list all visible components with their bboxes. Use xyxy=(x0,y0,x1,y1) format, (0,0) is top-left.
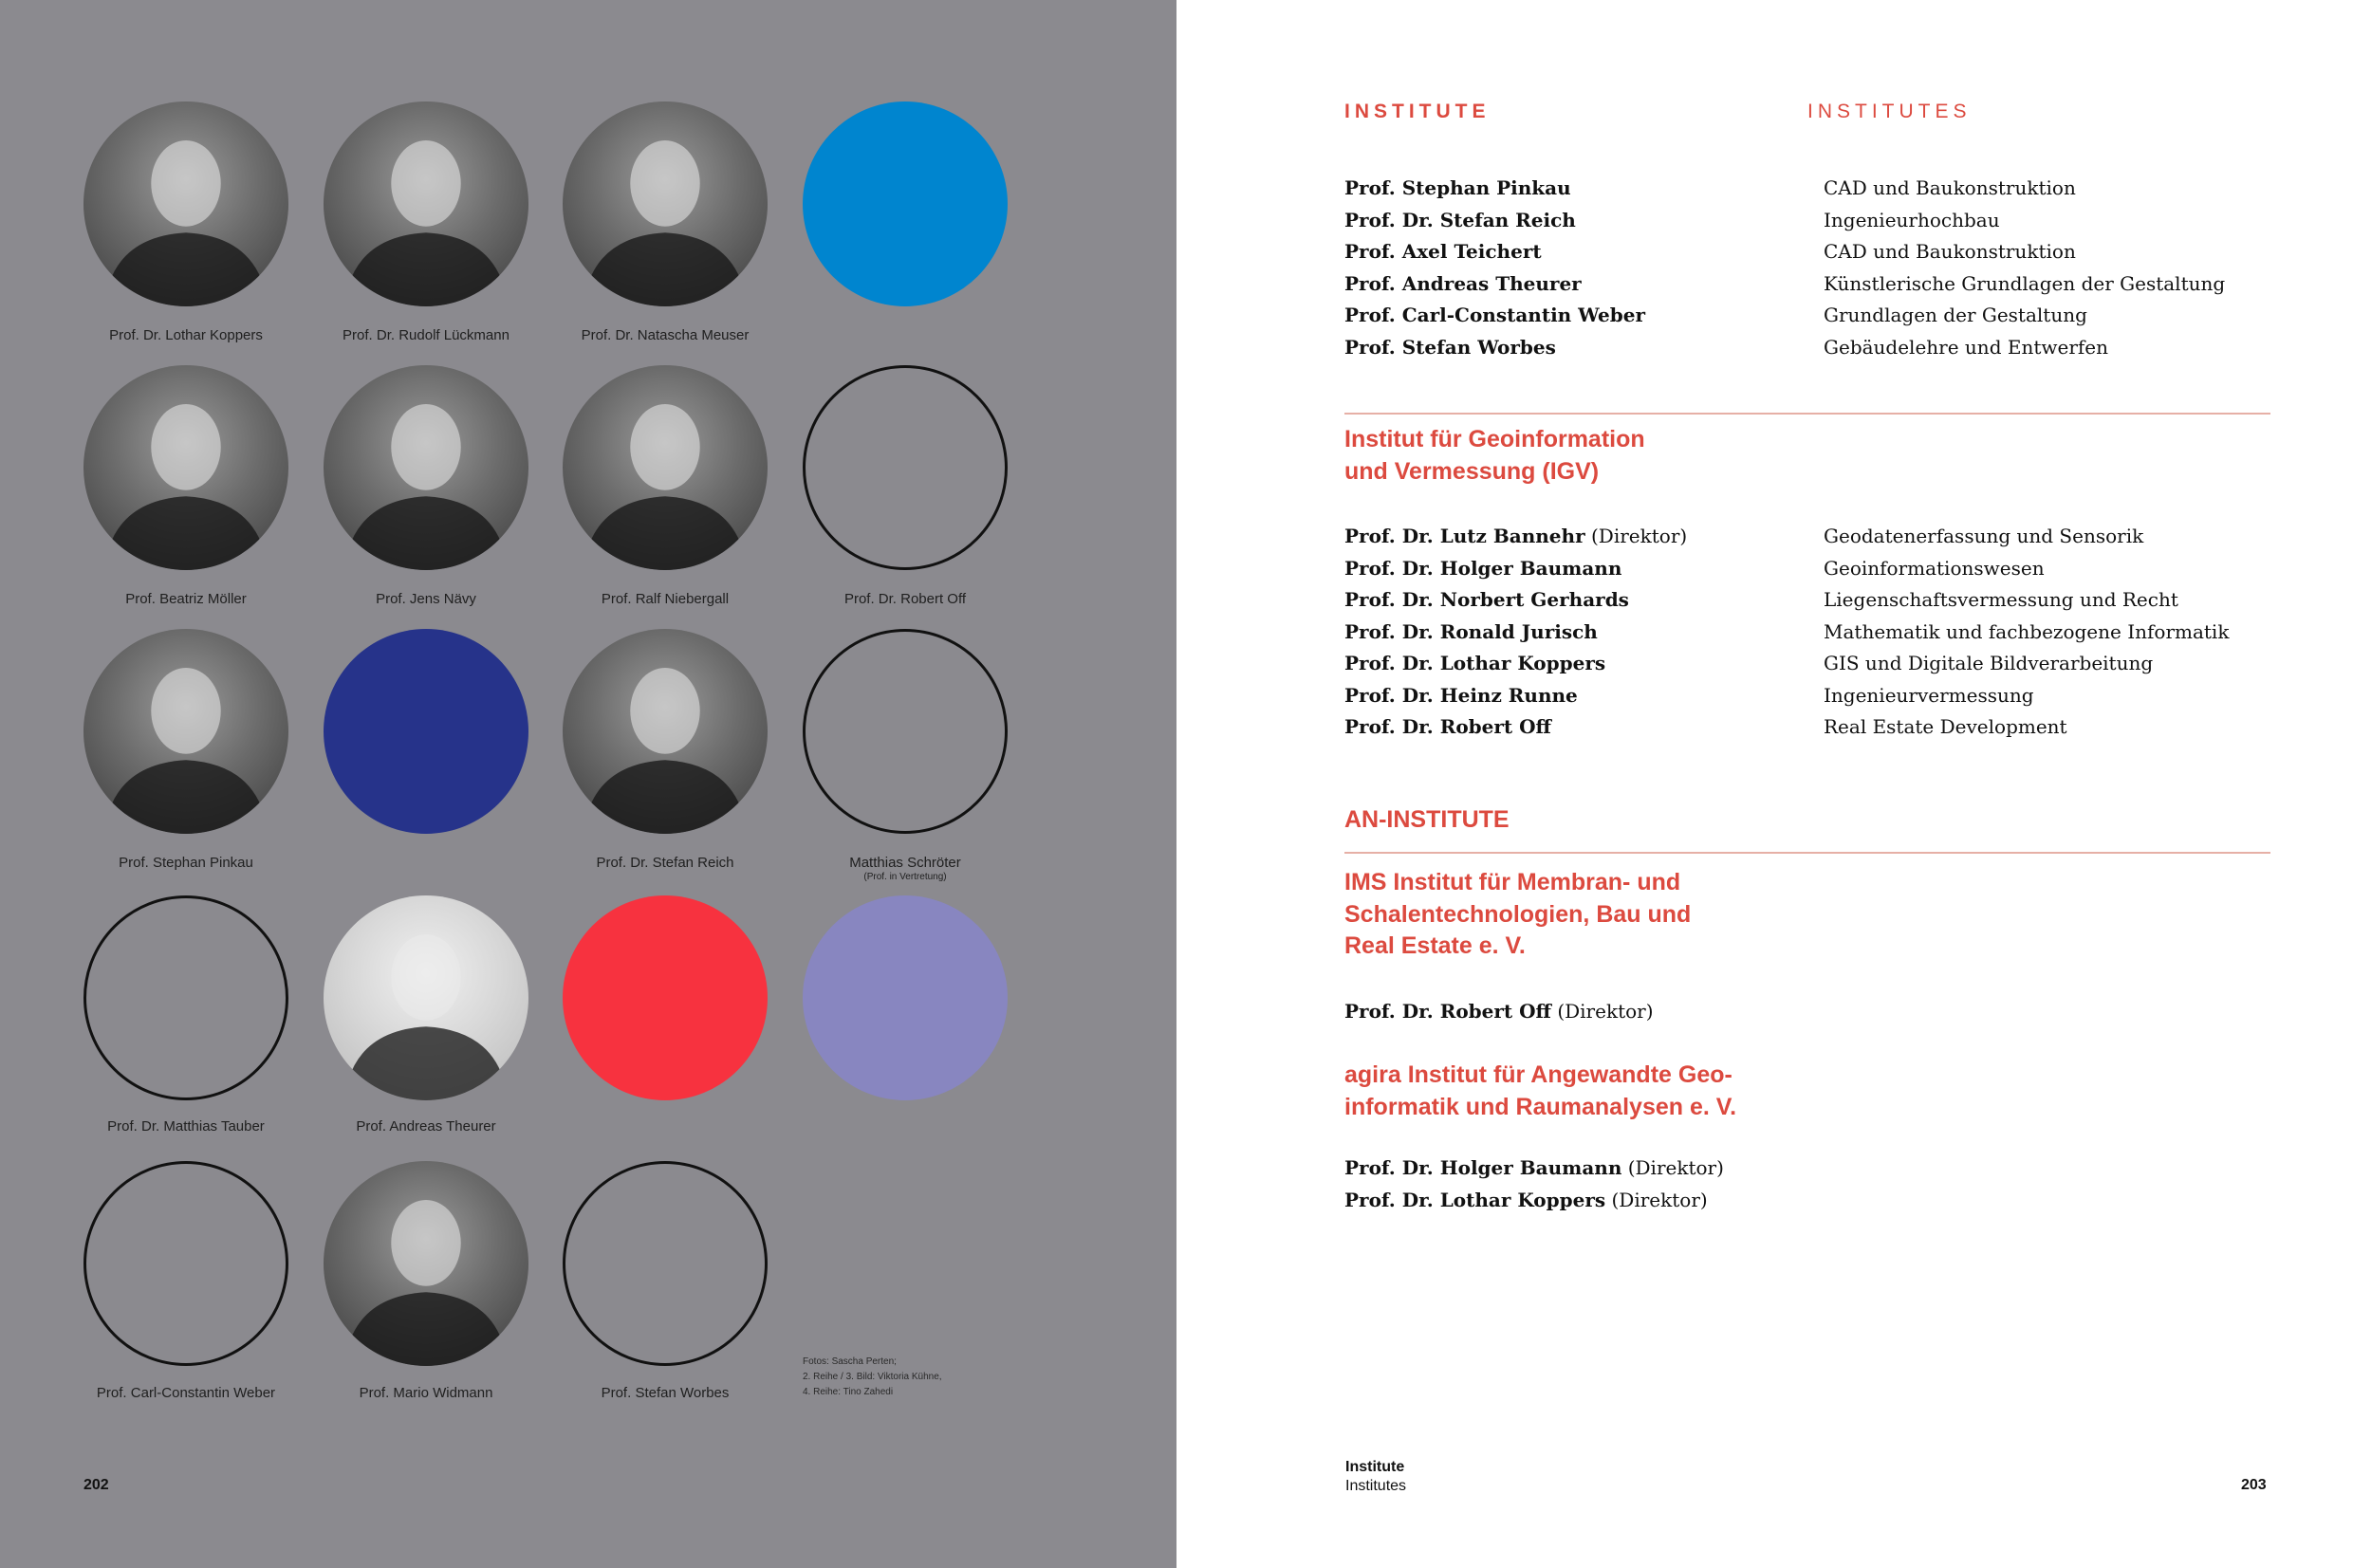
caption-name: Prof. Dr. Matthias Tauber xyxy=(107,1118,265,1134)
igv-row xyxy=(1344,711,1687,744)
igv-row xyxy=(1344,584,1687,617)
agira-row xyxy=(1344,1185,1724,1217)
portrait-placeholder xyxy=(83,1161,288,1366)
agira-title-line: informatik und Raumanalysen e. V. xyxy=(1344,1093,1737,1120)
institute-row xyxy=(1824,173,2225,205)
portrait-caption xyxy=(782,591,1028,608)
agira-directors-list xyxy=(1344,1153,1724,1216)
institute-names-list xyxy=(1344,173,1645,363)
institute-row xyxy=(1344,173,1645,205)
caption-name: Prof. Andreas Theurer xyxy=(356,1118,496,1134)
subject-area: CAD und Baukonstruktion xyxy=(1824,176,2076,199)
portrait-photo xyxy=(563,365,768,570)
portrait-caption xyxy=(63,1385,309,1402)
portrait-caption xyxy=(303,591,549,608)
divider xyxy=(1344,413,2270,415)
portrait-caption xyxy=(303,1118,549,1135)
page-number-left: 202 xyxy=(83,1477,109,1493)
heading-institutes: INSTITUTES xyxy=(1807,101,1972,122)
caption-name: Prof. Carl-Constantin Weber xyxy=(96,1385,276,1401)
portrait-caption xyxy=(303,327,549,344)
subject-area: Ingenieurhochbau xyxy=(1824,208,2000,231)
igv-row xyxy=(1824,617,2229,649)
photo-credits xyxy=(803,1355,992,1400)
caption-name: Prof. Stephan Pinkau xyxy=(119,855,253,871)
professor-name: Prof. Dr. Lothar Koppers xyxy=(1344,1188,1606,1211)
portrait-placeholder xyxy=(83,895,288,1100)
agira-row xyxy=(1344,1153,1724,1185)
caption-name: Prof. Dr. Natascha Meuser xyxy=(581,327,750,343)
caption-name: Prof. Dr. Stefan Reich xyxy=(596,855,734,871)
color-circle xyxy=(563,895,768,1100)
footer-title-en: Institutes xyxy=(1345,1478,1407,1494)
color-circle xyxy=(803,101,1008,306)
portrait-caption xyxy=(782,855,1028,883)
subject-area: Ingenieurvermessung xyxy=(1824,683,2034,707)
professor-name: Prof. Dr. Ronald Jurisch xyxy=(1344,619,1598,643)
left-page xyxy=(0,0,1176,1568)
igv-row xyxy=(1344,648,1687,680)
person-silhouette-icon xyxy=(83,101,288,306)
subject-area: GIS und Digitale Bildverarbeitung xyxy=(1824,652,2154,674)
institute-row xyxy=(1344,300,1645,332)
subject-area: Geoinformationswesen xyxy=(1824,556,2045,580)
institute-fields-list xyxy=(1824,173,2225,363)
portrait-photo xyxy=(563,629,768,834)
igv-title-line: Institut für Geoinformation xyxy=(1344,426,1645,452)
subject-area: Grundlagen der Gestaltung xyxy=(1824,304,2087,326)
portrait-placeholder xyxy=(803,629,1008,834)
credit-line: Fotos: Sascha Perten; xyxy=(803,1356,897,1367)
portrait-photo xyxy=(324,1161,528,1366)
person-silhouette-icon xyxy=(83,629,288,834)
caption-name: Prof. Dr. Lothar Koppers xyxy=(109,327,263,343)
professor-name: Prof. Andreas Theurer xyxy=(1344,271,1582,295)
ims-row xyxy=(1344,996,1654,1028)
divider xyxy=(1344,852,2270,854)
portrait-photo xyxy=(324,101,528,306)
person-silhouette-icon xyxy=(324,895,528,1100)
professor-name: Prof. Dr. Holger Baumann xyxy=(1344,556,1622,580)
page-number-right: 203 xyxy=(2241,1477,2267,1493)
institute-row xyxy=(1824,205,2225,237)
portrait-caption xyxy=(542,591,788,608)
portrait-photo xyxy=(324,895,528,1100)
ims-directors-list xyxy=(1344,996,1654,1028)
caption-name: Prof. Dr. Rudolf Lückmann xyxy=(343,327,510,343)
role-label: (Direktor) xyxy=(1557,1000,1654,1023)
caption-name: Matthias Schröter xyxy=(849,855,961,871)
ims-title-line: IMS Institut für Membran- und xyxy=(1344,869,1681,895)
professor-name: Prof. Stefan Worbes xyxy=(1344,335,1556,359)
color-circle xyxy=(324,629,528,834)
institute-row xyxy=(1344,236,1645,268)
ims-title-line: Schalentechnologien, Bau und xyxy=(1344,900,1692,928)
ims-title-line: Real Estate e. V. xyxy=(1344,932,1526,959)
igv-row xyxy=(1344,553,1687,585)
caption-name: Prof. Stefan Worbes xyxy=(601,1385,730,1401)
role-label: (Direktor) xyxy=(1627,1156,1724,1179)
portrait-caption xyxy=(542,327,788,344)
agira-title xyxy=(1344,1060,1736,1123)
professor-name: Prof. Dr. Holger Baumann xyxy=(1344,1156,1622,1179)
igv-names-list xyxy=(1344,521,1687,744)
professor-name: Prof. Axel Teichert xyxy=(1344,240,1542,263)
igv-row xyxy=(1344,521,1687,553)
institute-row xyxy=(1824,332,2225,364)
portrait-caption xyxy=(303,1385,549,1402)
institute-row xyxy=(1824,268,2225,301)
caption-name: Prof. Beatriz Möller xyxy=(125,591,247,607)
person-silhouette-icon xyxy=(324,365,528,570)
subject-area: Geodatenerfassung und Sensorik xyxy=(1824,525,2144,547)
role-label: (Direktor) xyxy=(1590,525,1688,547)
institute-row xyxy=(1344,205,1645,237)
portrait-placeholder xyxy=(563,1161,768,1366)
igv-row xyxy=(1824,553,2229,585)
caption-name: Prof. Ralf Niebergall xyxy=(601,591,730,607)
professor-name: Prof. Stephan Pinkau xyxy=(1344,176,1571,199)
portrait-caption xyxy=(63,327,309,344)
professor-name: Prof. Dr. Robert Off xyxy=(1344,715,1551,738)
subject-area: Künstlerische Grundlagen der Gestaltung xyxy=(1824,271,2226,295)
caption-name: Prof. Jens Nävy xyxy=(376,591,476,607)
caption-name: Prof. Mario Widmann xyxy=(359,1385,493,1401)
portrait-photo xyxy=(324,365,528,570)
credit-line: 2. Reihe / 3. Bild: Viktoria Kühne, xyxy=(803,1372,942,1382)
professor-name: Prof. Dr. Heinz Runne xyxy=(1344,683,1578,707)
credit-line: 4. Reihe: Tino Zahedi xyxy=(803,1387,894,1397)
footer-section xyxy=(1345,1458,1406,1496)
agira-title-line: agira Institut für Angewandte Geo- xyxy=(1344,1061,1732,1088)
subject-area: Mathematik und fachbezogene Informatik xyxy=(1824,619,2230,643)
institute-row xyxy=(1824,300,2225,332)
caption-name: Prof. Dr. Robert Off xyxy=(843,591,967,607)
footer-title-de: Institute xyxy=(1345,1459,1405,1475)
color-circle xyxy=(803,895,1008,1100)
portrait-placeholder xyxy=(803,365,1008,570)
professor-name: Prof. Dr. Norbert Gerhards xyxy=(1344,588,1629,611)
portrait-caption xyxy=(542,1385,788,1402)
igv-row xyxy=(1344,680,1687,712)
person-silhouette-icon xyxy=(563,365,768,570)
igv-row xyxy=(1824,521,2229,553)
professor-name: Prof. Dr. Stefan Reich xyxy=(1344,208,1576,231)
portrait-caption xyxy=(63,855,309,872)
person-silhouette-icon xyxy=(324,1161,528,1366)
igv-row xyxy=(1824,711,2229,744)
subject-area: Real Estate Development xyxy=(1824,715,2067,738)
professor-name: Prof. Dr. Robert Off xyxy=(1344,1000,1551,1023)
igv-row xyxy=(1824,584,2229,617)
person-silhouette-icon xyxy=(83,365,288,570)
an-institute-heading: AN-INSTITUTE xyxy=(1344,806,1510,833)
igv-row xyxy=(1824,648,2229,680)
heading-institute: INSTITUTE xyxy=(1344,101,1491,122)
portrait-caption xyxy=(63,1118,309,1135)
portrait-photo xyxy=(563,101,768,306)
portrait-caption xyxy=(542,855,788,872)
portrait-photo xyxy=(83,629,288,834)
igv-row xyxy=(1824,680,2229,712)
subject-area: Gebäudelehre und Entwerfen xyxy=(1824,335,2108,359)
igv-title-line: und Vermessung (IGV) xyxy=(1344,457,1600,485)
subject-area: Liegenschaftsvermessung und Recht xyxy=(1824,588,2178,611)
igv-title xyxy=(1344,424,1645,488)
caption-note: (Prof. in Vertretung) xyxy=(863,872,947,882)
subject-area: CAD und Baukonstruktion xyxy=(1824,240,2076,263)
professor-name: Prof. Dr. Lothar Koppers xyxy=(1344,652,1606,674)
portrait-caption xyxy=(63,591,309,608)
person-silhouette-icon xyxy=(324,101,528,306)
institute-row xyxy=(1344,332,1645,364)
portrait-photo xyxy=(83,101,288,306)
igv-row xyxy=(1344,617,1687,649)
igv-fields-list xyxy=(1824,521,2229,744)
role-label: (Direktor) xyxy=(1611,1188,1708,1211)
professor-name: Prof. Carl-Constantin Weber xyxy=(1344,304,1645,326)
institute-row xyxy=(1344,268,1645,301)
professor-name: Prof. Dr. Lutz Bannehr xyxy=(1344,525,1585,547)
person-silhouette-icon xyxy=(563,629,768,834)
institute-row xyxy=(1824,236,2225,268)
ims-title xyxy=(1344,867,1691,963)
portrait-photo xyxy=(83,365,288,570)
person-silhouette-icon xyxy=(563,101,768,306)
